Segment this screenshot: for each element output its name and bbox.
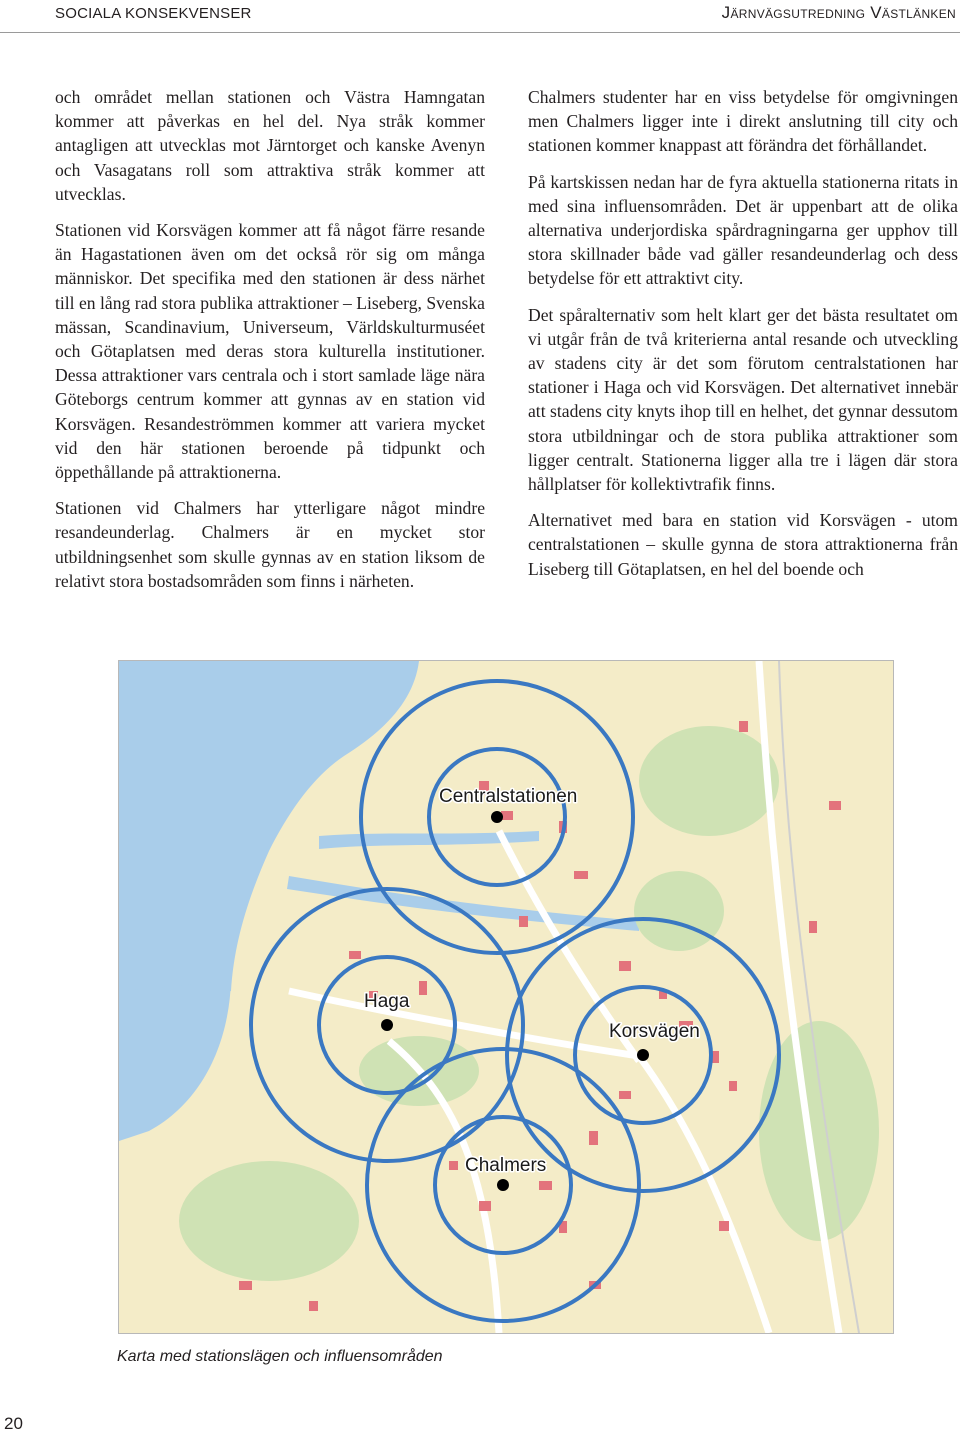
page-header <box>0 0 960 33</box>
publication-title: Järnvägsutredning Västlänken <box>721 3 956 22</box>
station-dot-centralstationen <box>491 811 503 823</box>
map-graphic <box>119 661 893 1333</box>
map-park <box>639 726 779 836</box>
paragraph: Chalmers studenter har en viss betydelse för omgivningen men Chalmers ligger inte i direkt anslutning till city och stationen kommer knappast att förändra det förhållandet. <box>528 87 958 156</box>
paragraph: Det spåralternativ som helt klart ger det bästa resultatet om vi utgår från de två kriterierna antal resande och utveckling av stadens city är det som förutom centralstationen har stationer i Haga och vid Korsvägen. Det alternativet innebär att stadens city knyts ihop till en helhet, det gynnar dessutom stora utbildningar och de stora publika attraktioner som ligger centralt. Stationerna ligger alla tre i lägen där stora hållplatser för kollektivtrafik finns. <box>528 304 958 495</box>
station-label-haga: Haga <box>364 991 410 1012</box>
station-dot-haga <box>381 1019 393 1031</box>
station-dot-chalmers <box>497 1179 509 1191</box>
station-label-chalmers: Chalmers <box>465 1155 547 1176</box>
left-column <box>55 85 485 605</box>
page-number: 20 <box>4 1414 23 1433</box>
section-title: SOCIALA KONSEKVENSER <box>55 5 252 22</box>
paragraph: Alternativet med bara en station vid Korsvägen - utom centralstationen – skulle gynna de stora attraktionerna från Liseberg till Götaplatsen, en hel del boende och <box>528 510 958 579</box>
paragraph: Stationen vid Korsvägen kommer att få något färre resande än Hagastationen även om det också rör sig om många människor. Det specifika med den stationen är dess närhet till en lång rad stora publika attraktioner – Liseberg, Svenska mässan, Scandinavium, Universeum, Världskulturmuséet och Götaplatsen med deras stora kulturella institutioner. Dessa attraktioner vars centrala och i stort samlade läge nära Göteborgs centrum kommer att gynnas av en station vid Korsvägen. Resandeströmmen kommer att variera mycket vid den här stationen beroende på tidpunkt och öppethållande på attraktionerna. <box>55 220 485 483</box>
map-caption: Karta med stationslägen och influensområden <box>117 1348 443 1365</box>
paragraph: På kartskissen nedan har de fyra aktuella stationerna ritats in med sina influensområden. Det är uppenbart att de olika alternativa underjordiska spårdragningarna ger upphov till stora skillnader både vad gäller resandeunderlag och dess betydelse för ett attraktivt city. <box>528 171 958 289</box>
station-label-korsvagen: Korsvägen <box>609 1021 700 1042</box>
map-park <box>179 1161 359 1281</box>
station-label-centralstationen: Centralstationen <box>439 786 578 807</box>
station-dot-korsvagen <box>637 1049 649 1061</box>
right-column <box>528 85 958 593</box>
station-map <box>118 660 894 1334</box>
paragraph: Stationen vid Chalmers har ytterligare något mindre resandeunderlag. Chalmers är en mycket stor utbildningsenhet som skulle gynnas av en station liksom de relativt stora bostadsområden som finns i närheten. <box>55 498 485 591</box>
paragraph: och området mellan stationen och Västra Hamngatan kommer att påverkas en hel del. Nya stråk kommer antagligen att utvecklas mot Järntorget och kanske Avenyn och Vasagatans roll som attraktiva stråk kommer att utvecklas. <box>55 87 485 204</box>
